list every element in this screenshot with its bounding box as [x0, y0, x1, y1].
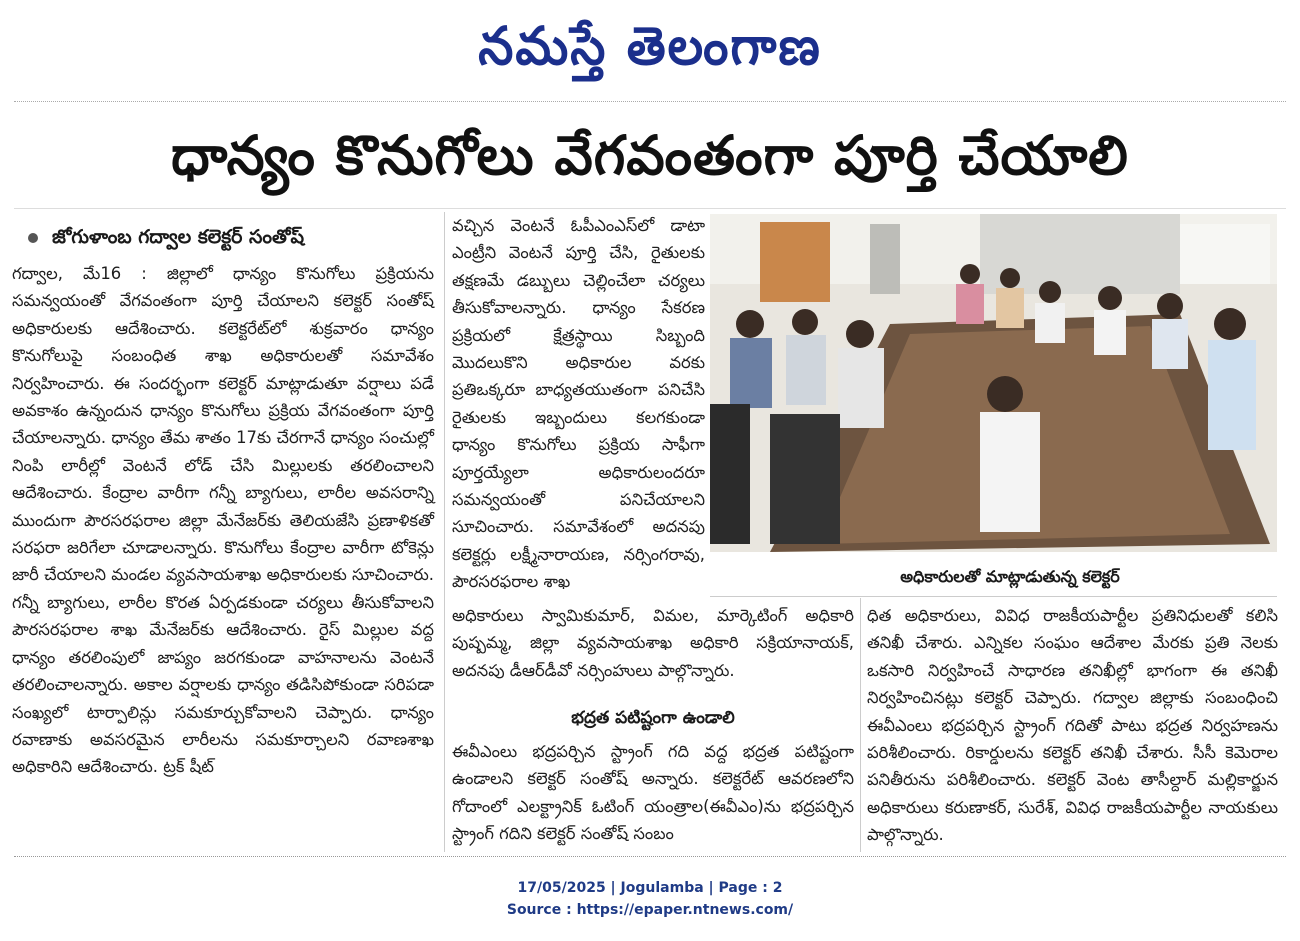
column-2-text: వచ్చిన వెంటనే ఓపీఎంఎస్‌లో డాటా ఎంట్రీని వెంటనే పూర్తి చేసి, రైతులకు తక్షణమే డబ్బులు చెల్లించేలా చర్యలు తీసుకోవాలన్నారు. ధాన్యం సేకరణ ప్రక్రియలో క్షేత్రస్థాయి సిబ్బంది మొదలుకొని అధికారుల వరకు ప్రతిఒక్కరూ బాధ్యతయుతంగా పనిచేసి రైతులకు ఇబ్బందులు కలగకుండా ధాన్యం కొనుగోలు ప్రక్రియ సాఫీగా పూర్తయ్యేలా అధికారులందరూ సమన్వయంతో పనిచేయాలని సూచించారు. సమావేశంలో అదనపు కలెక్టర్లు లక్ష్మీనారాయణ, నర్సింగరావు, పౌరసరఫరాల శాఖ	[452, 216, 705, 592]
column-3b-text: ఈవీఎంలు భద్రపర్చిన స్ట్రాంగ్ గది వద్ద భద్రత పటిష్టంగా ఉండాలని కలెక్టర్ సంతోష్ అన్నారు. కలెక్టరేట్ ఆవరణలోని గోదాంలో ఎలక్ట్రానిక్ ఓటింగ్ యంత్రాల(ఈవీఎం)ను భద్రపర్చిన స్ట్రాంగ్ గదిని కలెక్టర్ సంతోష్ సంబం	[452, 742, 854, 844]
photo-caption: అధికారులతో మాట్లాడుతున్న కలెక్టర్	[880, 562, 1140, 592]
column-divider	[444, 212, 445, 852]
article-subhead	[28, 222, 438, 252]
article-headline: ధాన్యం కొనుగోలు వేగవంతంగా పూర్తి చేయాలి	[171, 124, 1129, 187]
footer-source: Source : https://epaper.ntnews.com/	[506, 902, 794, 918]
meeting-photo	[710, 214, 1277, 552]
article-column-3b	[452, 738, 854, 848]
newspaper-logo: నమస్తే తెలంగాణ	[478, 15, 822, 77]
top-divider	[14, 101, 1286, 102]
footer-date-page: 17/05/2025 | Jogulamba | Page : 2	[517, 880, 783, 896]
bullet-icon	[28, 233, 38, 243]
column-4-text: ధిత అధికారులు, వివిధ రాజకీయపార్టీల ప్రతినిధులతో కలిసి తనిఖీ చేశారు. ఎన్నికల సంఘం ఆదేశాల మేరకు ప్రతి నెలకు ఒకసారి నిర్వహించే సాధారణ తనిఖీల్లో భాగంగా ఈ తనిఖీ నిర్వహించినట్లు కలెక్టర్ చెప్పారు. గద్వాల జిల్లాకు సంబంధించి ఈవీఎంలు భద్రపర్చిన స్ట్రాంగ్ గదితో పాటు భద్రత నిర్వహణను పరిశీలించారు. రికార్డులను కలెక్టర్ తనిఖీ చేశారు. సీసీ కెమెరాల పనితీరును పరిశీలించారు. కలెక్టర్ వెంట తాసీల్దార్ మల్లికార్జున అధికారులు కరుణాకర్, సురేశ్, వివిధ రాజకీయపార్టీల నాయకులు పాల్గొన్నారు.	[867, 606, 1278, 845]
column-3-text: అధికారులు స్వామికుమార్, విమల, మార్కెటింగ్ అధికారి పుష్పమ్మ, జిల్లా వ్యవసాయశాఖ అధికారి సక్రియానాయక్, అదనపు డీఆర్‌డీవో నర్సింహులు పాల్గొన్నారు.	[452, 606, 854, 680]
article-column-2	[452, 212, 705, 596]
column-divider	[860, 598, 861, 852]
masthead	[0, 0, 1300, 92]
subhead-text: జోగుళాంబ గద్వాల కలెక్టర్ సంతోష్	[52, 226, 305, 248]
bottom-divider	[14, 856, 1286, 857]
column-1-text: గద్వాల, మే16 : జిల్లాలో ధాన్యం కొనుగోలు ప్రక్రియను సమన్వయంతో వేగవంతంగా పూర్తి చేయాలని కలెక్టర్ సంతోష్ అధికారులకు ఆదేశించారు. కలెక్టరేట్‌లో శుక్రవారం ధాన్యం కొనుగోలుపై సంబంధిత శాఖ అధికారులతో సమావేశం నిర్వహించారు. ఈ సందర్భంగా కలెక్టర్ మాట్లాడుతూ వర్షాలు పడే అవకాశం ఉన్నందున ధాన్యం కొనుగోలు ప్రక్రియ వేగవంతంగా పూర్తి చేయాలన్నారు. ధాన్యం తేమ శాతం 17కు చేరగానే ధాన్యం సంచుల్లో నింపి లారీల్లో వెంటనే లోడ్ చేసి మిల్లులకు తరలించాలని ఆదేశించారు. కేంద్రాల వారీగా గన్నీ బ్యాగులు, లారీల అవసరాన్ని ముందుగా పౌరసరఫరాల జిల్లా మేనేజర్‌కు తెలియజేసి ప్రణాళికతో సరఫరా జరిగేలా చూడాలన్నారు. కొనుగోలు కేంద్రాల వారీగా టోకెన్లు జారీ చేయాలని మండల వ్యవసాయశాఖ అధికారులకు సూచించారు. గన్నీ బ్యాగులు, లారీల కొరత ఏర్పడకుండా చర్యలు తీసుకోవాలని పౌరసరఫరాల శాఖ మేనేజర్‌కు ఆదేశించారు. రైస్ మిల్లుల వద్ద ధాన్యం తరలింపులో జాప్యం జరగకుండా వాహనాలను వెంటనే తరలించాలన్నారు. అకాల వర్షాలకు ధాన్యం తడిసిపోకుండా సరిపడా సంఖ్యలో టార్పాలిన్లు సమకూర్చుకోవాలని చెప్పారు. ధాన్యం రవాణాకు అవసరమైన లారీలను సమకూర్చాలని రవాణశాఖ అధికారిని ఆదేశించారు. ట్రక్ షీట్	[12, 264, 434, 777]
section-subhead: భద్రత పటిష్టంగా ఉండాలి	[571, 708, 735, 728]
article-column-3	[452, 602, 854, 684]
caption-divider	[710, 596, 1277, 597]
article-column-1	[12, 260, 434, 781]
article-column-4	[867, 602, 1278, 849]
headline-divider	[14, 208, 1286, 209]
